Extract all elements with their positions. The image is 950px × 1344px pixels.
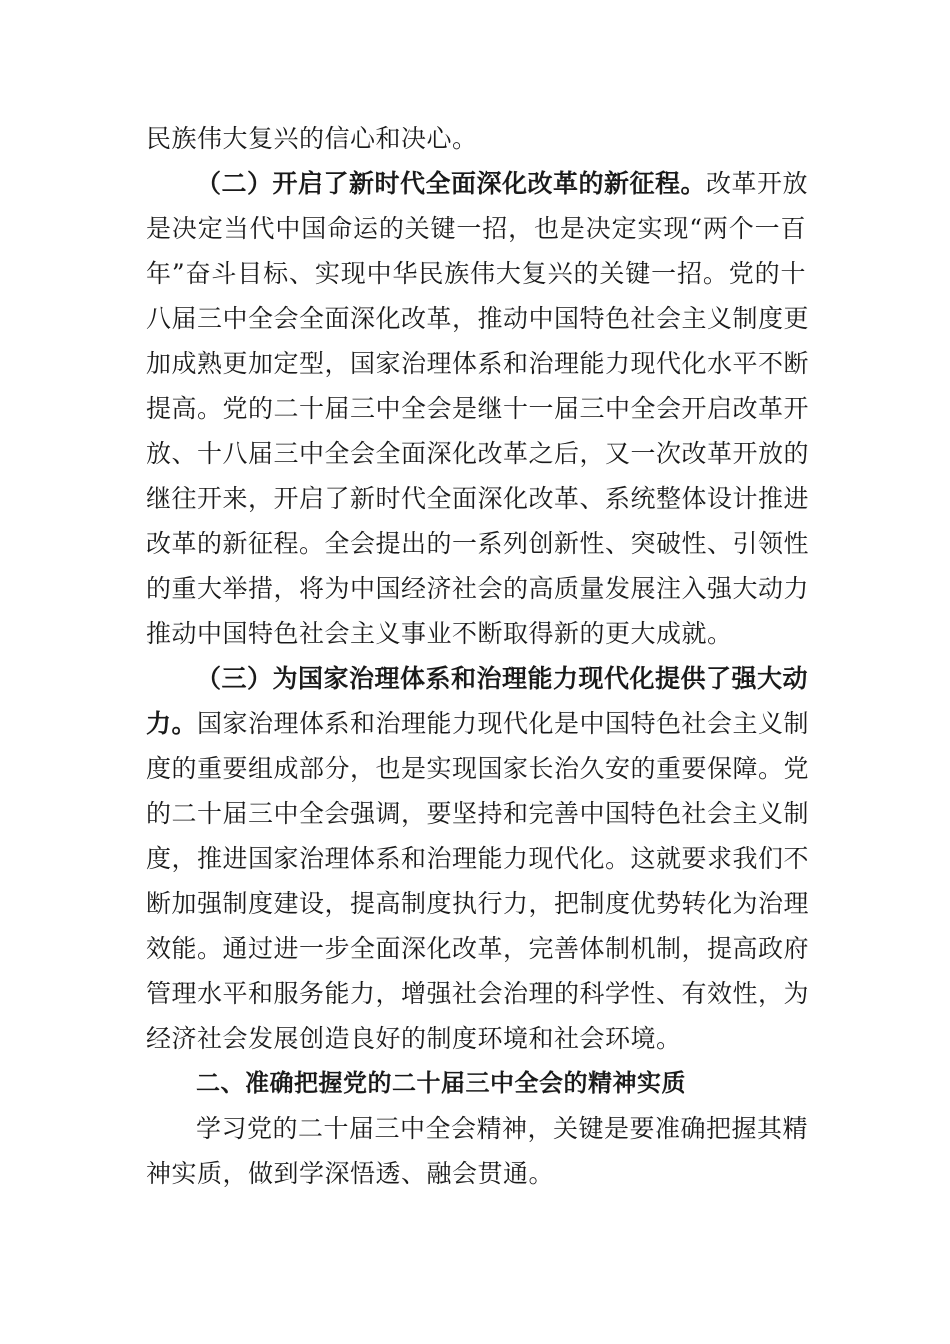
paragraph-line: 的重大举措，将为中国经济社会的高质量发展注入强大动力 xyxy=(146,574,810,603)
section-2-first-line xyxy=(146,161,809,206)
paragraph-line: 效能。通过进一步全面深化改革，完善体制机制，提高政府 xyxy=(146,934,810,963)
section-3-lead: （三）为国家治理体系和治理能力现代化提供了强大动 xyxy=(196,664,809,693)
document-page xyxy=(146,116,810,1196)
paragraph-line: 推动中国特色社会主义事业不断取得新的更大成就。 xyxy=(146,619,733,648)
paragraph-line: 度，推进国家治理体系和治理能力现代化。这就要求我们不 xyxy=(146,844,810,873)
section-2-lead: （二）开启了新时代全面深化改革的新征程。 xyxy=(196,169,707,198)
section-3-second-line-rest: 国家治理体系和治理能力现代化是中国特色社会主义制 xyxy=(197,709,810,738)
paragraph-line: 提高。党的二十届三中全会是继十一届三中全会开启改革开 xyxy=(146,394,810,423)
paragraph-line: 度的重要组成部分，也是实现国家长治久安的重要保障。党 xyxy=(146,754,810,783)
paragraph-line: 的二十届三中全会强调，要坚持和完善中国特色社会主义制 xyxy=(146,799,810,828)
paragraph-line: 放、十八届三中全会全面深化改革之后，又一次改革开放的 xyxy=(146,439,810,468)
paragraph-line: 经济社会发展创造良好的制度环境和社会环境。 xyxy=(146,1024,682,1053)
paragraph-line: 继往开来，开启了新时代全面深化改革、系统整体设计推进 xyxy=(146,484,810,513)
paragraph-line: 管理水平和服务能力，增强社会治理的科学性、有效性，为 xyxy=(146,979,810,1008)
paragraph-line: 断加强制度建设，提高制度执行力，把制度优势转化为治理 xyxy=(146,889,810,918)
paragraph-line: 学习党的二十届三中全会精神，关键是要准确把握其精 xyxy=(196,1114,809,1143)
paragraph-line: 加成熟更加定型，国家治理体系和治理能力现代化水平不断 xyxy=(146,349,810,378)
section-heading: 二、准确把握党的二十届三中全会的精神实质 xyxy=(196,1069,686,1097)
paragraph-line: 年”奋斗目标、实现中华民族伟大复兴的关键一招。党的十 xyxy=(146,259,806,288)
paragraph-line: 神实质，做到学深悟透、融会贯通。 xyxy=(146,1159,555,1188)
paragraph-line: 八届三中全会全面深化改革，推动中国特色社会主义制度更 xyxy=(146,304,810,333)
section-3-second-line-lead: 力。 xyxy=(146,709,198,738)
section-2-first-line-rest: 改革开放 xyxy=(706,169,809,198)
paragraph-line: 民族伟大复兴的信心和决心。 xyxy=(146,124,478,153)
paragraph-line: 是决定当代中国命运的关键一招，也是决定实现“两个一百 xyxy=(146,214,806,243)
section-3-second-line xyxy=(146,701,810,746)
paragraph-line: 改革的新征程。全会提出的一系列创新性、突破性、引领性 xyxy=(146,529,810,558)
